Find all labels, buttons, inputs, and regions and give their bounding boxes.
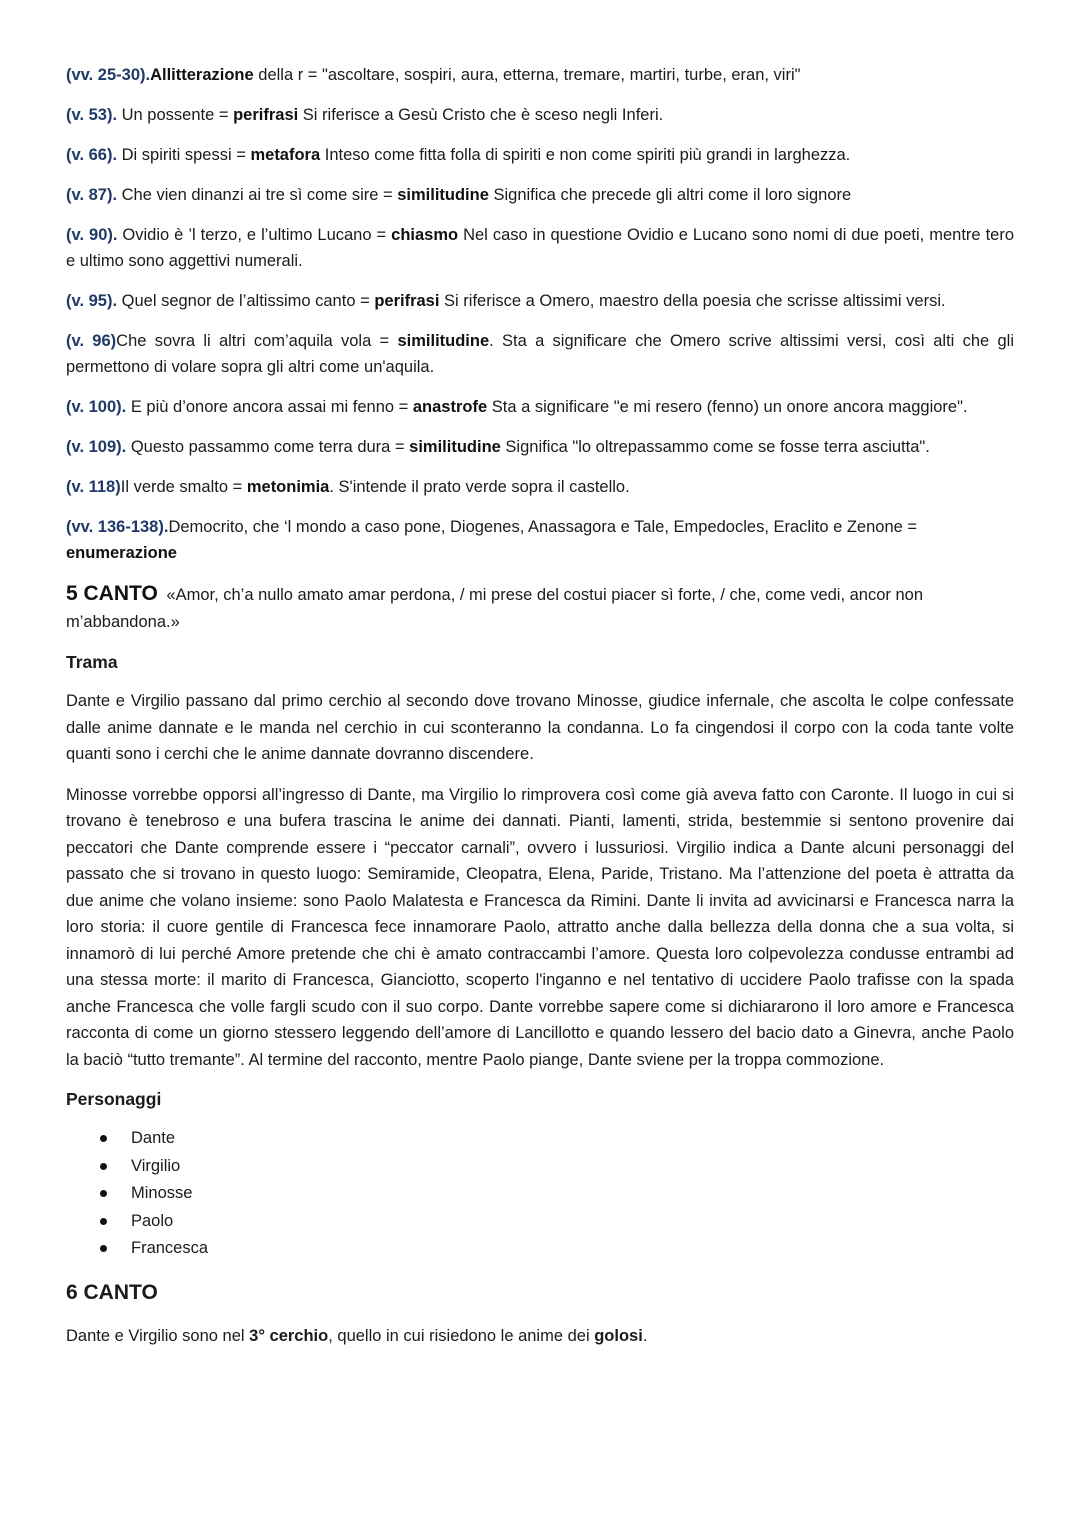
list-item: Virgilio xyxy=(100,1153,1014,1181)
note-item: (v. 96)Che sovra li altri com’aquila vola = similitudine. Sta a significare che Omero scrive altissimi versi, così alti che gli permettono di volare sopra gli altri come un'aquila. xyxy=(66,332,1015,376)
list-item: Minosse xyxy=(100,1180,1014,1208)
verse-ref: (v. 66). xyxy=(66,146,118,164)
verse-ref: (vv. 136-138). xyxy=(66,518,169,536)
note-item: (v. 109). Questo passammo come terra dura = similitudine Significa "lo oltrepassammo come se fosse terra asciutta". xyxy=(66,438,930,456)
personaggi-heading: Personaggi xyxy=(66,1089,162,1109)
trama-paragraph: Dante e Virgilio passano dal primo cerchio al secondo dove trovano Minosse, giudice infernale, che ascolta le colpe confessate dalle anime dannate e le manda nel cerchio in cui sconteranno la condanna. Lo fa cingendosi il corpo con la coda tante volte quanti sono i cerchi che le anime dannate dovranno discendere. xyxy=(66,692,1014,763)
note-item: (v. 87). Che vien dinanzi ai tre sì come sire = similitudine Significa che precede gli altri come il loro signore xyxy=(66,186,852,204)
bullet-icon xyxy=(100,1135,107,1142)
list-item: Paolo xyxy=(100,1208,1014,1236)
trama-heading: Trama xyxy=(66,652,118,672)
figure-term: perifrasi xyxy=(374,292,440,310)
figure-term: enumerazione xyxy=(66,544,177,562)
figure-term: perifrasi xyxy=(233,106,299,124)
note-item: (v. 66). Di spiriti spessi = metafora Inteso come fitta folla di spiriti e non come spiriti più grandi in larghezza. xyxy=(66,146,851,164)
note-item: (v. 95). Quel segnor de l’altissimo canto = perifrasi Si riferisce a Omero, maestro della poesia che scrisse altissimi versi. xyxy=(66,292,946,310)
note-item: (vv. 25-30).Allitterazione della r = "ascoltare, sospiri, aura, etterna, tremare, martiri, turbe, eran, viri" xyxy=(66,66,801,84)
personaggi-list xyxy=(66,1125,1014,1263)
figure-term: anastrofe xyxy=(412,398,488,416)
bullet-icon xyxy=(100,1163,107,1170)
trama-paragraph: Minosse vorrebbe opporsi all’ingresso di Dante, ma Virgilio lo rimprovera così come già aveva fatto con Caronte. Il luogo in cui si trovano è tenebroso e una bufera trascina le anime dei dannati. Pianti, lamenti, strida, bestemmie si sentono provenire dai peccatori che Dante comprende essere i “peccator carnali”, ovvero i lussuriosi. Virgilio indica a Dante alcuni personaggi del passato che si trovano in questo luogo: Semiramide, Cleopatra, Elena, Paride, Tristano. Ma l’attenzione del poeta è attratta da due anime che volano insieme: sono Paolo Malatesta e Francesca da Rimini. Dante li invita ad avvicinarsi e Francesca narra la loro storia: il cuore gentile di Francesca fece innamorare Paolo, attratto anche dalla bellezza della donna che a sua volta, si innamorò di lui perché Amore pretende che chi è amato contraccambi l’amore. Questa loro colpevolezza condusse entrambi ad una stessa morte: il marito di Francesca, Gianciotto, scoperto l'inganno e nel tentativo di uccidere Paolo trafisse con la spada anche Francesca che volle fargli scudo con il suo corpo. Dante vorrebbe sapere come si dichiararono il loro amore e Francesca racconta di come un giorno stessero leggendo dell’amore di Lancillotto e quando lessero del bacio dato a Ginevra, anche Paolo la baciò “tutto tremante”. Al termine del racconto, mentre Paolo piange, Dante sviene per la troppa commozione. xyxy=(66,785,1014,1069)
note-item: (v. 90). Ovidio è ’l terzo, e l’ultimo Lucano = chiasmo Nel caso in questione Ovidio e Lucano sono nomi di due poeti, mentre tero e ultimo sono aggettivi numerali. xyxy=(66,226,1015,270)
figure-term: similitudine xyxy=(397,332,490,350)
canto-5-header xyxy=(66,580,1014,636)
document-page xyxy=(66,62,1014,1363)
list-item: Dante xyxy=(100,1125,1014,1153)
verse-ref: (v. 118) xyxy=(66,478,121,496)
canto-5-quote: «Amor, ch’a nullo amato amar perdona, / mi prese del costui piacer sì forte, / che, come vedi, ancor non m’abbandona.» xyxy=(66,586,924,631)
rhetorical-notes xyxy=(66,62,1014,566)
verse-ref: (v. 100). xyxy=(66,398,127,416)
canto-5-title: 5 CANTO xyxy=(66,582,158,605)
verse-ref: (v. 95). xyxy=(66,292,118,310)
verse-ref: (v. 96) xyxy=(66,332,117,350)
figure-term: Allitterazione xyxy=(150,66,254,84)
list-item: Francesca xyxy=(100,1235,1014,1263)
verse-ref: (v. 87). xyxy=(66,186,118,204)
verse-ref: (v. 53). xyxy=(66,106,118,124)
bullet-icon xyxy=(100,1245,107,1252)
figure-term: similitudine xyxy=(409,438,501,456)
canto-6-title: 6 CANTO xyxy=(66,1280,158,1304)
figure-term: similitudine xyxy=(397,186,489,204)
figure-term: chiasmo xyxy=(391,226,459,244)
note-item: (vv. 136-138).Democrito, che ‘l mondo a caso pone, Diogenes, Anassagora e Tale, Empedocles, Eraclito e Zenone = enumerazione xyxy=(66,518,918,562)
canto-6-intro: Dante e Virgilio sono nel 3° cerchio, quello in cui risiedono le anime dei golosi. xyxy=(66,1326,648,1345)
bullet-icon xyxy=(100,1218,107,1225)
bullet-icon xyxy=(100,1190,107,1197)
verse-ref: (vv. 25-30). xyxy=(66,66,151,84)
verse-ref: (v. 109). xyxy=(66,438,127,456)
note-item: (v. 118)Il verde smalto = metonimia. S'intende il prato verde sopra il castello. xyxy=(66,478,630,496)
verse-ref: (v. 90). xyxy=(66,226,118,244)
figure-term: metonimia xyxy=(246,478,330,496)
note-item: (v. 100). E più d’onore ancora assai mi fenno = anastrofe Sta a significare "e mi resero (fenno) un onore ancora maggiore". xyxy=(66,398,968,416)
note-item: (v. 53). Un possente = perifrasi Si riferisce a Gesù Cristo che è sceso negli Inferi. xyxy=(66,106,664,124)
figure-term: metafora xyxy=(250,146,321,164)
